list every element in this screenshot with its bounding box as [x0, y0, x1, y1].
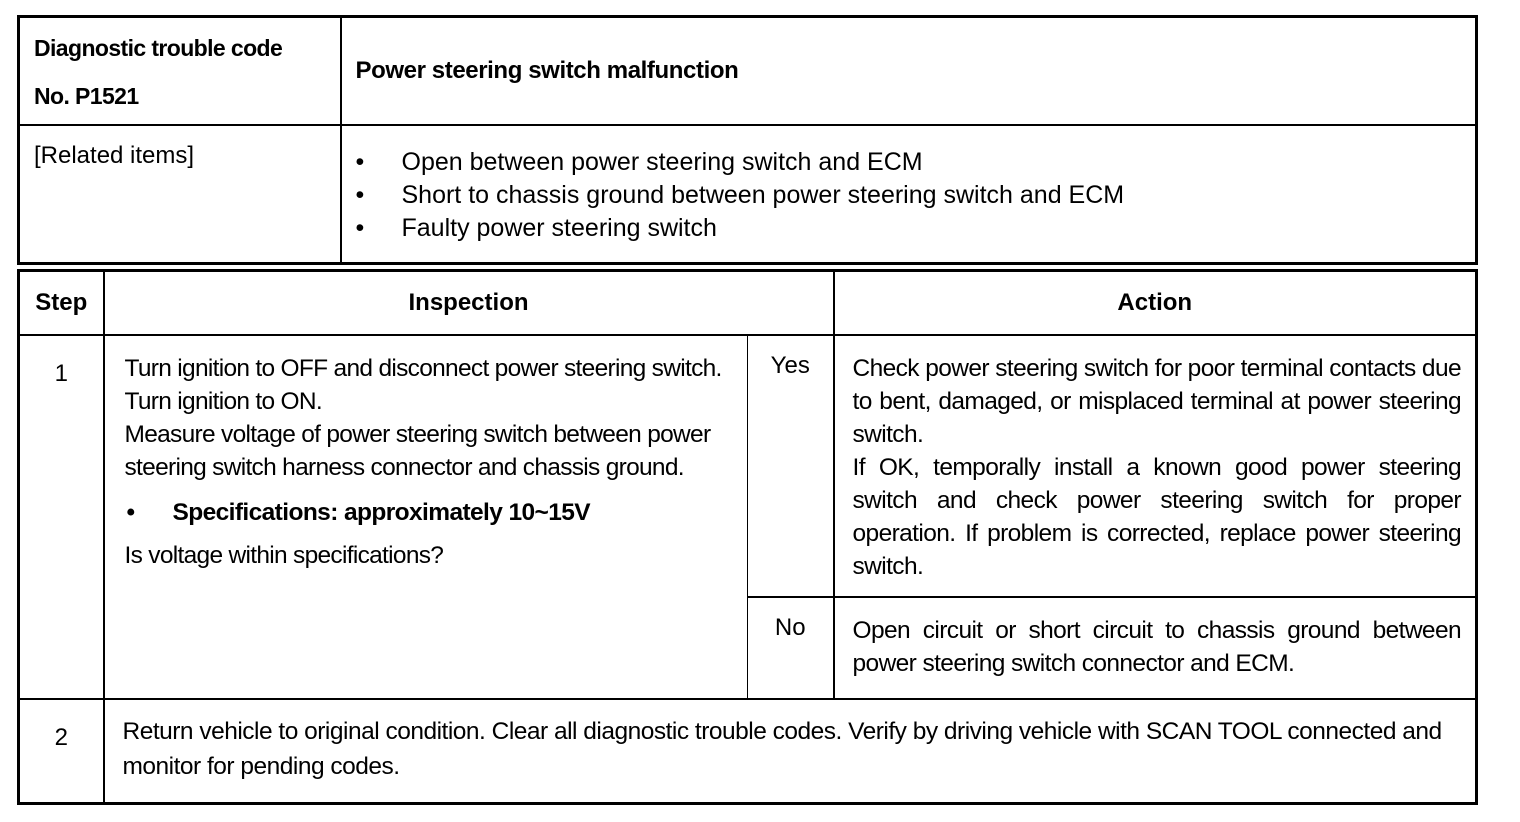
step-number: 2 — [19, 699, 104, 803]
no-action: Open circuit or short circuit to chassis ground between power steering switch connector and ECM. — [834, 597, 1477, 699]
yes-action — [834, 335, 1477, 597]
dtc-number: No. P1521 — [34, 83, 139, 109]
dtc-title: Power steering switch malfunction — [341, 17, 1477, 126]
related-items-list — [356, 146, 1462, 245]
step1-inspection — [104, 335, 748, 699]
related-items-cell — [341, 125, 1477, 263]
inspection-question: Is voltage within specifications? — [124, 542, 444, 569]
related-items-row — [19, 125, 1477, 263]
dtc-label-cell — [19, 17, 341, 126]
procedure-header-row — [19, 271, 1477, 336]
dtc-header-row — [19, 17, 1477, 126]
specification: • Specifications: approximately 10~15V — [125, 496, 734, 529]
table-row — [19, 699, 1477, 803]
inspection-line: Turn ignition to ON. — [124, 388, 323, 415]
step-header: Step — [19, 271, 104, 336]
table-row — [19, 335, 1477, 597]
step-number: 1 — [19, 335, 104, 699]
inspection-line: Measure voltage of power steering switch between power steering switch harness connector and chassis ground. — [124, 421, 711, 481]
list-item: • Open between power steering switch and ECM — [356, 146, 1462, 179]
no-label: No — [748, 597, 834, 699]
list-item: • Short to chassis ground between power steering switch and ECM — [356, 179, 1462, 212]
related-items-label: [Related items] — [19, 125, 341, 263]
dtc-label: Diagnostic trouble code — [34, 35, 283, 61]
step2-text: Return vehicle to original condition. Clear all diagnostic trouble codes. Verify by driving vehicle with SCAN TOOL connected and monitor for pending codes. — [104, 699, 1477, 803]
list-item: • Faulty power steering switch — [356, 212, 1462, 245]
dtc-info-table — [17, 15, 1478, 265]
action-line: If OK, temporally install a known good power steering switch and check power steering switch for proper operation. If problem is corrected, replace power steering switch. — [852, 454, 1461, 580]
inspection-header: Inspection — [104, 271, 834, 336]
procedure-table — [17, 269, 1478, 805]
yes-label: Yes — [748, 335, 834, 597]
action-line: Check power steering switch for poor terminal contacts due to bent, damaged, or misplaced terminal at power steering switch. — [852, 355, 1461, 448]
inspection-line: Turn ignition to OFF and disconnect power steering switch. — [124, 355, 722, 382]
action-header: Action — [834, 271, 1477, 336]
